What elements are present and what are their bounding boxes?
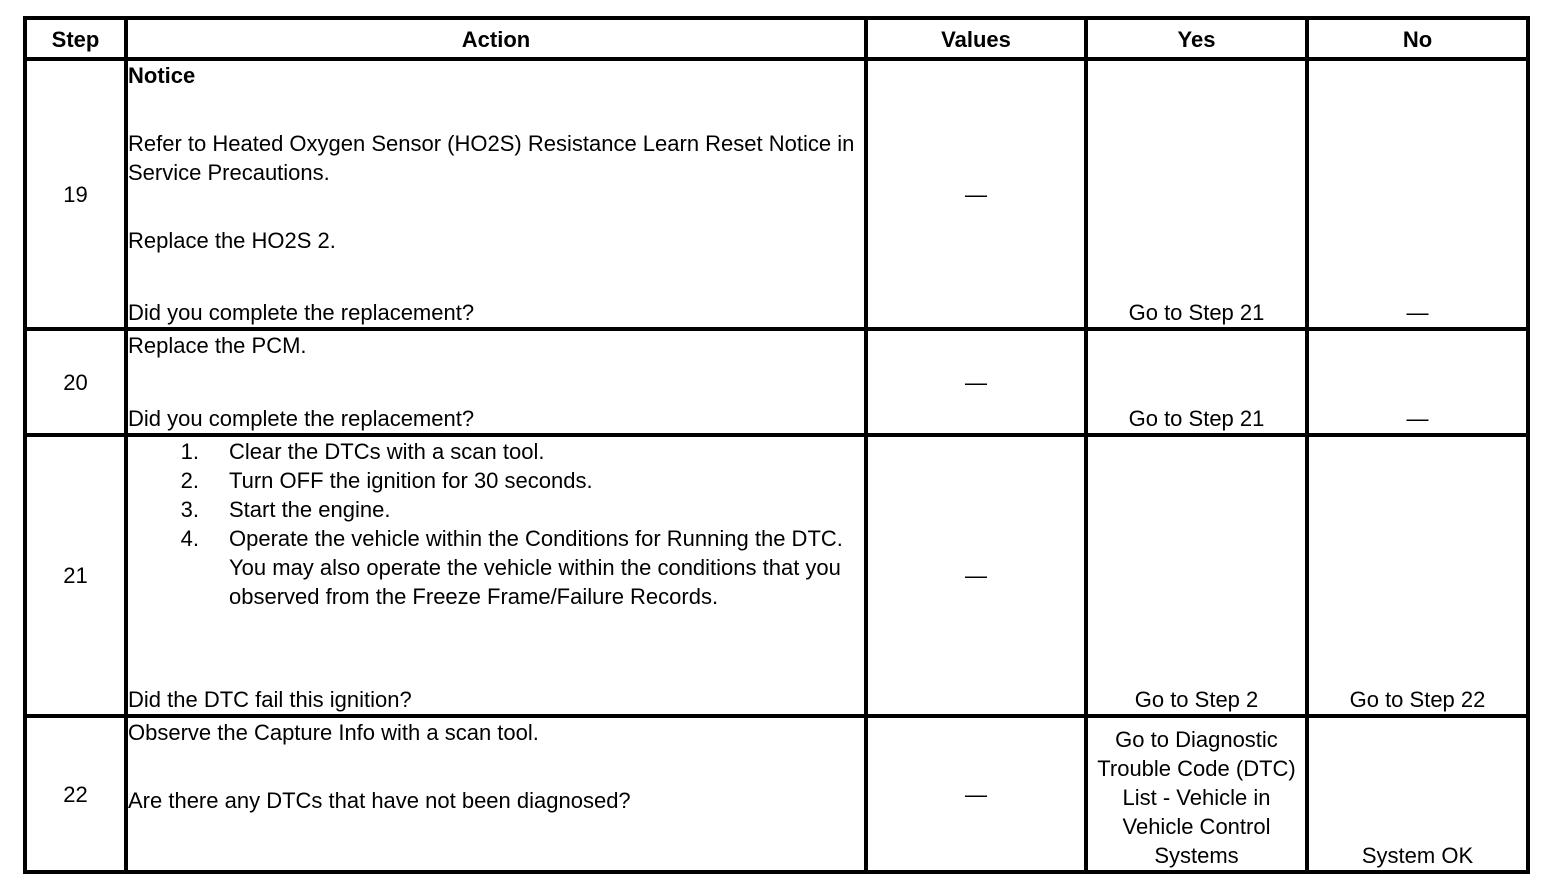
no-cell: — — [1307, 329, 1528, 435]
list-item: 2. Turn OFF the ignition for 30 seconds. — [180, 468, 593, 493]
list-item: 4. Operate the vehicle within the Conditions for Running the DTC. You may also operate the vehicle within the conditions that you observed from the Freeze Frame/Failure Records. — [180, 526, 843, 609]
notice-title: Notice — [128, 63, 196, 88]
action-text: Observe the Capture Info with a scan tool. — [128, 720, 539, 745]
no-cell: System OK — [1307, 716, 1528, 872]
action-text: Replace the PCM. — [128, 333, 307, 358]
table-row — [25, 716, 1528, 872]
action-question: Are there any DTCs that have not been diagnosed? — [128, 788, 631, 813]
header-yes: Yes — [1086, 18, 1307, 59]
header-values: Values — [866, 18, 1086, 59]
values-cell: — — [866, 329, 1086, 435]
values-cell: — — [866, 59, 1086, 329]
action-cell — [126, 435, 866, 716]
step-number: 19 — [25, 59, 126, 329]
header-action: Action — [126, 18, 866, 59]
step-number: 22 — [25, 716, 126, 872]
header-no: No — [1307, 18, 1528, 59]
header-step: Step — [25, 18, 126, 59]
action-question: Did the DTC fail this ignition? — [128, 687, 412, 712]
action-cell — [126, 716, 866, 872]
action-question: Did you complete the replacement? — [128, 406, 475, 431]
action-cell — [126, 329, 866, 435]
list-item: 3. Start the engine. — [180, 497, 391, 522]
procedure-list — [128, 437, 864, 611]
yes-cell: Go to Step 2 — [1086, 435, 1307, 716]
values-cell: — — [866, 435, 1086, 716]
table-row — [25, 435, 1528, 716]
table-row — [25, 329, 1528, 435]
table-row — [25, 59, 1528, 329]
no-cell: — — [1307, 59, 1528, 329]
action-cell — [126, 59, 866, 329]
values-cell: — — [866, 716, 1086, 872]
yes-cell: Go to Step 21 — [1086, 329, 1307, 435]
yes-cell: Go to Step 21 — [1086, 59, 1307, 329]
list-item: 1. Clear the DTCs with a scan tool. — [180, 439, 545, 464]
step-number: 21 — [25, 435, 126, 716]
step-number: 20 — [25, 329, 126, 435]
no-cell: Go to Step 22 — [1307, 435, 1528, 716]
diagnostic-table — [23, 16, 1530, 874]
action-question: Did you complete the replacement? — [128, 300, 475, 325]
yes-cell: Go to Diagnostic Trouble Code (DTC) List - Vehicle in Vehicle Control Systems — [1086, 716, 1307, 872]
action-text: Refer to Heated Oxygen Sensor (HO2S) Resistance Learn Reset Notice in Service Precautions. — [128, 131, 855, 185]
action-text: Replace the HO2S 2. — [128, 228, 336, 253]
header-row — [25, 18, 1528, 59]
